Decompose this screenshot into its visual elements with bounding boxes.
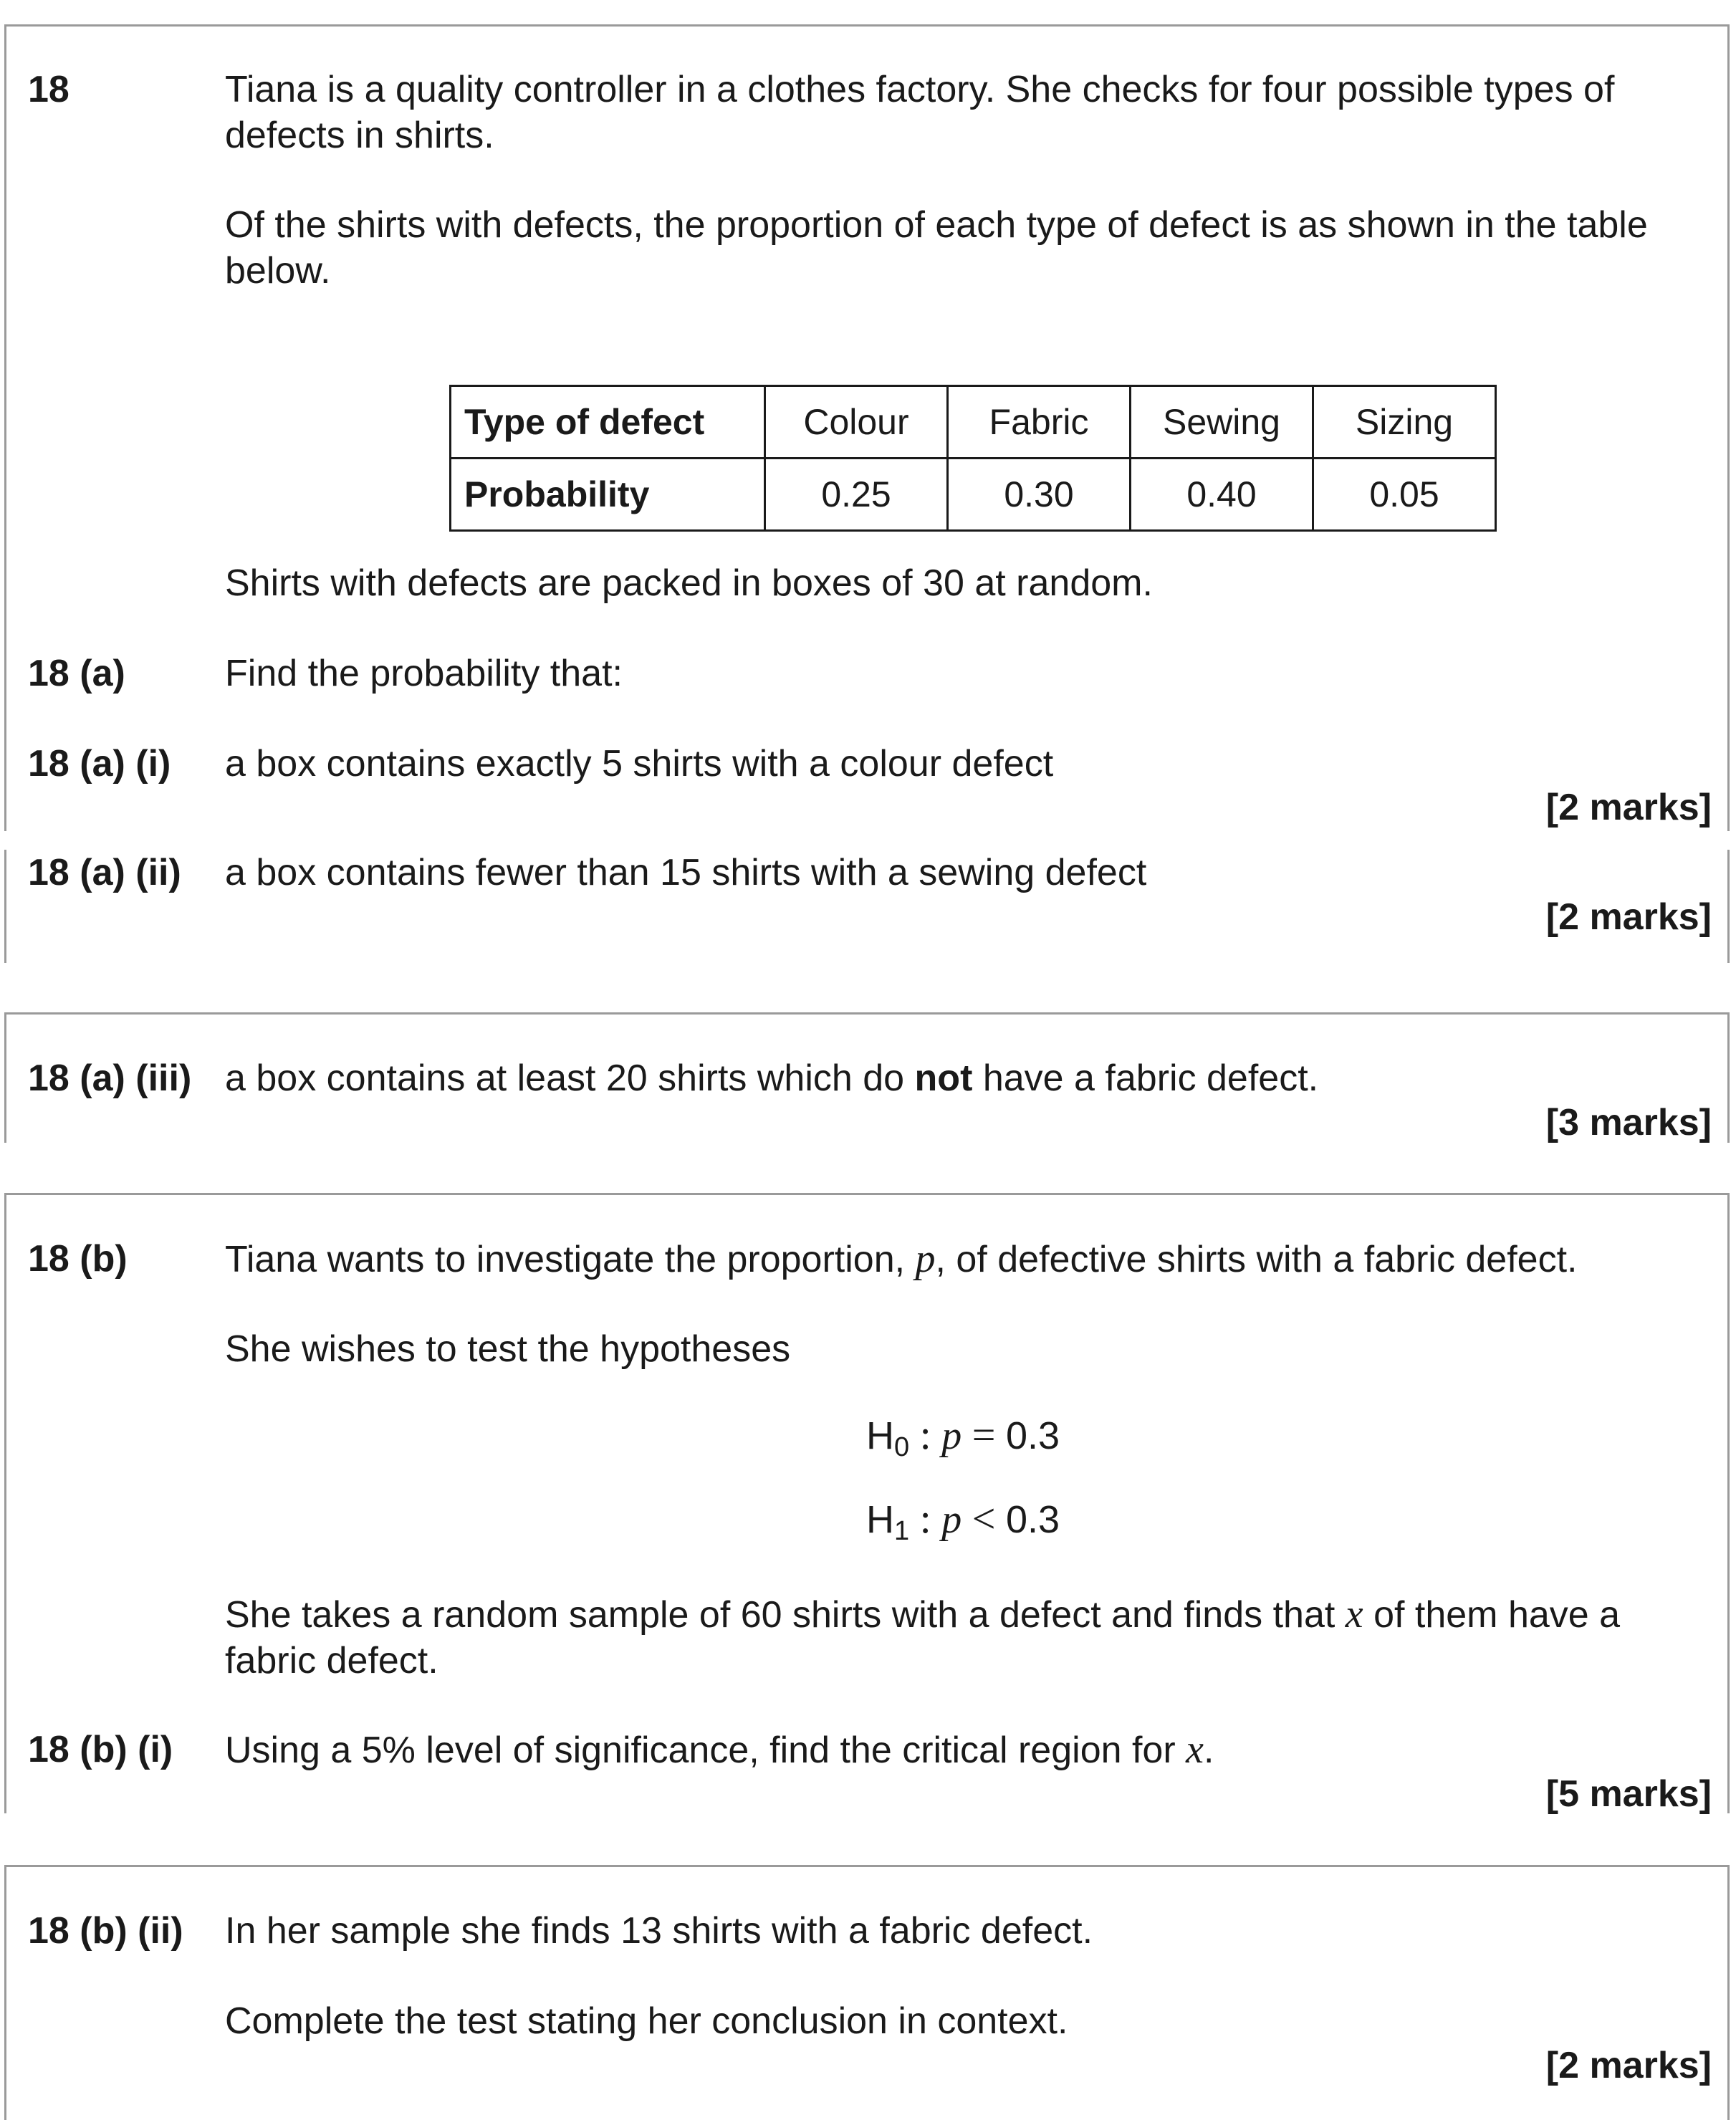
question-18bi-text: [225, 1727, 1706, 1773]
question-number-18bi: 18 (b) (i): [28, 1729, 173, 1770]
question-18bii-instruction: Complete the test stating her conclusion in context.: [225, 2000, 1068, 2042]
table-header-probability: Probability: [451, 459, 765, 531]
table-cell-prob-colour: 0.25: [765, 459, 948, 531]
question-18aii-text: a box contains fewer than 15 shirts with a sewing defect: [225, 852, 1147, 893]
table-cell-type-colour: Colour: [765, 386, 948, 459]
h1-variable: p: [941, 1497, 962, 1542]
marks-18bii: [2 marks]: [1545, 2045, 1712, 2086]
question-number-18aiii: 18 (a) (iii): [28, 1057, 192, 1099]
table-cell-type-sewing: Sewing: [1131, 386, 1313, 459]
variable-p: p: [915, 1237, 936, 1281]
marks-18ai: [2 marks]: [1545, 787, 1712, 828]
h1-subscript: 1: [894, 1516, 910, 1546]
question-number-18b: 18 (b): [28, 1238, 128, 1280]
question-18aiii-text: [225, 1055, 1706, 1101]
question-18b-text-before: Tiana wants to investigate the proportion,: [225, 1239, 916, 1280]
question-18bi-text-after: .: [1203, 1730, 1214, 1771]
h0-symbol: H: [866, 1414, 894, 1457]
h0-subscript: 0: [894, 1432, 910, 1462]
table-header-type-of-defect: Type of defect: [451, 386, 765, 459]
question-block-18-b-ii: [4, 1865, 1730, 2120]
table-row-types: [451, 386, 1496, 459]
question-number-18bii: 18 (b) (ii): [28, 1910, 183, 1952]
hypotheses-intro: She wishes to test the hypotheses: [225, 1328, 791, 1370]
question-block-18-a-ii: [4, 850, 1730, 963]
alternative-hypothesis: [866, 1495, 1060, 1546]
question-block-18-b-i: [4, 1193, 1730, 1813]
question-18bii-text: In her sample she finds 13 shirts with a fabric defect.: [225, 1910, 1093, 1952]
question-intro-text-3: Shirts with defects are packed in boxes of 30 at random.: [225, 562, 1153, 604]
question-number-18ai: 18 (a) (i): [28, 743, 171, 785]
table-cell-type-sizing: Sizing: [1313, 386, 1496, 459]
question-18aiii-text-before: a box contains at least 20 shirts which do: [225, 1057, 915, 1099]
h0-operator: =: [961, 1411, 1006, 1458]
sample-text-after: of them have a fabric defect.: [225, 1594, 1621, 1682]
question-18b-text: [225, 1236, 1706, 1282]
table-cell-prob-sewing: 0.40: [1131, 459, 1313, 531]
question-block-18-a-iii: [4, 1012, 1730, 1143]
question-intro-text: Tiana is a quality controller in a clothes factory. She checks for four possible types of defects in shirts.: [225, 69, 1615, 156]
question-block-18-a-i: [4, 24, 1730, 831]
question-intro-text-2: Of the shirts with defects, the proportion of each type of defect is as shown in the table below.: [225, 204, 1648, 292]
variable-x: x: [1345, 1592, 1363, 1636]
marks-18aiii: [3 marks]: [1545, 1102, 1712, 1143]
table-cell-type-fabric: Fabric: [948, 386, 1131, 459]
question-18a-text: Find the probability that:: [225, 653, 623, 694]
question-number-18: 18: [28, 69, 69, 110]
table-cell-prob-fabric: 0.30: [948, 459, 1131, 531]
sample-text-before: She takes a random sample of 60 shirts with a defect and finds that: [225, 1594, 1346, 1636]
question-18aiii-text-after: have a fabric defect.: [972, 1057, 1319, 1099]
question-18b-text-after: , of defective shirts with a fabric defect.: [935, 1239, 1578, 1280]
question-18aiii-text-bold: not: [914, 1057, 973, 1099]
h1-value: 0.3: [1005, 1498, 1060, 1541]
question-number-18aii: 18 (a) (ii): [28, 852, 181, 893]
h0-variable: p: [941, 1414, 962, 1458]
question-number-18a: 18 (a): [28, 653, 125, 694]
marks-18aii: [2 marks]: [1545, 896, 1712, 938]
h0-colon: :: [909, 1411, 942, 1458]
variable-x-18bi: x: [1186, 1727, 1204, 1772]
sample-description: [225, 1591, 1706, 1684]
null-hypothesis: [866, 1411, 1060, 1462]
h0-value: 0.3: [1005, 1414, 1060, 1457]
question-18bi-text-before: Using a 5% level of significance, find the critical region for: [225, 1730, 1186, 1771]
question-18ai-text: a box contains exactly 5 shirts with a colour defect: [225, 743, 1054, 785]
table-row-probabilities: [451, 459, 1496, 531]
h1-symbol: H: [866, 1498, 894, 1541]
h1-colon: :: [909, 1495, 942, 1542]
h1-operator: <: [961, 1495, 1006, 1542]
defect-probability-table: [449, 385, 1497, 532]
marks-18bi: [5 marks]: [1545, 1773, 1712, 1815]
table-cell-prob-sizing: 0.05: [1313, 459, 1496, 531]
